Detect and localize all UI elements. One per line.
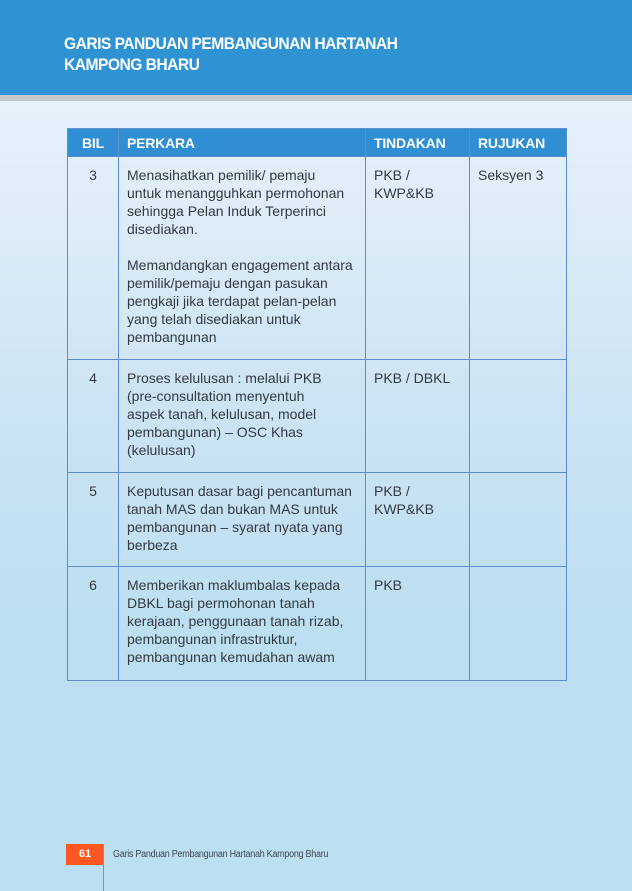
cell-bil: 4 [68,360,119,473]
perkara-paragraph: Keputusan dasar bagi pencantuman tanah MAS dan bukan MAS untuk pembangunan – syarat nyata yang berbeza [127,483,352,553]
cell-tindakan: PKB [366,567,470,681]
column-header-perkara: PERKARA [119,129,366,157]
page-title-line-2: KAMPONG BHARU [64,55,200,74]
cell-rujukan: Seksyen 3 [470,157,567,360]
page-title-line-1: GARIS PANDUAN PEMBANGUNAN HARTANAH [64,34,398,53]
cell-bil: 5 [68,473,119,567]
cell-bil: 6 [68,567,119,681]
cell-rujukan [470,567,567,681]
cell-rujukan [470,360,567,473]
cell-bil: 3 [68,157,119,360]
cell-tindakan [366,473,470,567]
cell-tindakan [366,157,470,360]
cell-perkara [119,567,366,681]
footer-running-title: Garis Panduan Pembangunan Hartanah Kampong Bharu [113,849,329,860]
column-header-tindakan: TINDAKAN [366,129,470,157]
table-row [68,360,567,473]
header-divider [0,95,632,101]
cell-rujukan [470,473,567,567]
page-number-badge: 61 [66,844,104,865]
perkara-paragraph: Memberikan maklumbalas kepada DBKL bagi permohonan tanah kerajaan, penggunaan tanah rizab, pembangunan infrastruktur, pembangunan kemudahan awam [127,577,344,665]
table-row [68,157,567,360]
table-header-row [68,129,567,157]
cell-perkara [119,157,366,360]
perkara-paragraph: Memandangkan engagement antara pemilik/pemaju dengan pasukan pengkaji jika terdapat pelan-pelan yang telah disediakan untuk pembangunan [127,257,353,345]
guideline-table [67,128,567,681]
tindakan-text: PKB / KWP&KB [374,167,434,201]
column-header-rujukan: RUJUKAN [470,129,567,157]
tindakan-text: PKB / KWP&KB [374,483,434,517]
cell-perkara [119,360,366,473]
table-row [68,473,567,567]
page-title [64,33,397,75]
footer-divider [103,844,104,891]
perkara-paragraph: Menasihatkan pemilik/ pemaju untuk menangguhkan permohonan sehingga Pelan Induk Terperinci disediakan. [127,167,345,237]
perkara-paragraph: Proses kelulusan : melalui PKB (pre-consultation menyentuh aspek tanah, kelulusan, model pembangunan) – OSC Khas (kelulusan) [127,370,322,458]
cell-perkara [119,473,366,567]
table-row [68,567,567,681]
cell-tindakan: PKB / DBKL [366,360,470,473]
column-header-bil: BIL [68,129,119,157]
